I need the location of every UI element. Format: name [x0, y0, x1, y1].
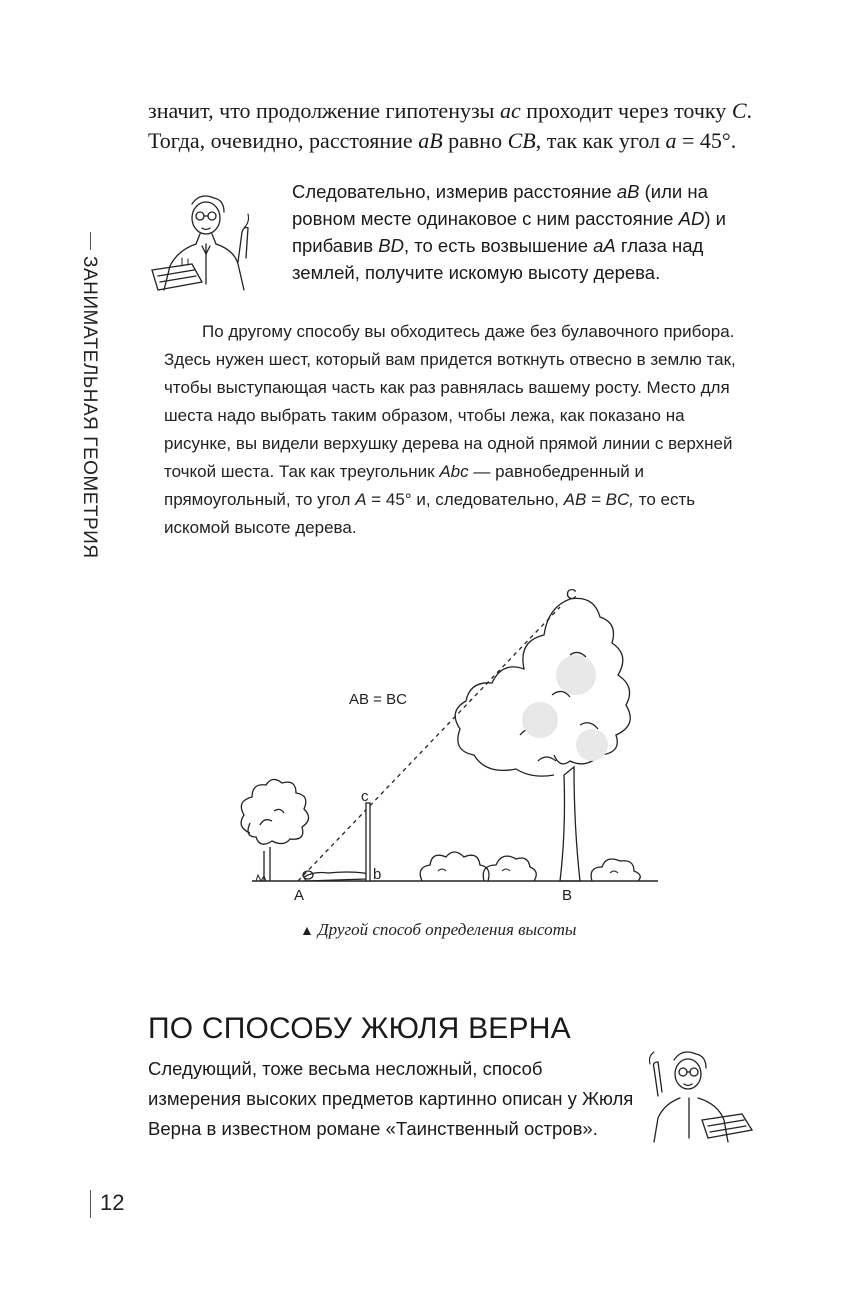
sight-line	[298, 607, 560, 881]
top-paragraph	[148, 96, 768, 156]
point-a-label: A	[294, 887, 305, 904]
section-paragraph: Следующий, тоже весьма несложный, способ измерения высоких предметов картинно описан у Жюля Верна в известном романе «Таинственный остров».	[148, 1058, 634, 1139]
equation-label: AB = BC	[349, 691, 407, 708]
running-title-block	[78, 232, 104, 559]
point-c-upper-label: C	[566, 586, 577, 603]
pole-icon	[366, 803, 370, 881]
bushes-icon	[420, 852, 640, 881]
scientist-illustration-bottom	[640, 1046, 760, 1146]
running-title: ЗАНИМАТЕЛЬНАЯ ГЕОМЕТРИЯ	[79, 256, 100, 559]
body-paragraph: По другому способу вы обходитесь даже без булавочного прибора. Здесь нужен шест, который вам придется воткнуть отвесно в землю так, чтобы выступающая часть как раз равнялась вашему росту. Место для шеста надо выбрать таким образом, чтобы лежа, как показано на рисунке, вы видели верхушку дерева на одной прямой линии с верхней точкой шеста. Так как треугольник Abc — равнобедренный и прямоугольный, то угол A = 45° и, следовательно, AB = BC, то есть искомой высоте дерева.	[164, 322, 736, 537]
running-title-rule	[90, 232, 91, 250]
point-b-upper-label: B	[562, 887, 573, 904]
page-number-rule	[90, 1190, 91, 1218]
scientist-illustration-top	[142, 186, 272, 296]
hair-icon	[192, 196, 224, 212]
figure-caption: ▲ Другой способ определения высоты	[300, 920, 577, 939]
lying-person-icon	[303, 871, 368, 881]
section-heading: ПО СПОСОБУ ЖЮЛЯ ВЕРНА	[148, 1012, 571, 1045]
caption-triangle-icon: ▲	[300, 924, 314, 939]
point-b-lower-label: b	[373, 866, 382, 883]
small-tree-icon	[241, 779, 308, 881]
large-tree-icon	[455, 598, 630, 881]
top-paragraph-line-2: Тогда, очевидно, расстояние aB равно CB, так как угол a = 45°.	[148, 128, 737, 153]
point-c-lower-label: c	[361, 788, 369, 805]
tree-height-figure	[220, 575, 680, 915]
top-paragraph-line-1: значит, что продолжение гипотенузы ac проходит через точку C.	[148, 98, 752, 123]
intro-paragraph: Следовательно, измерив расстояние aB (или на ровном месте одинаковое с ним расстояние AD) и прибавив BD, то есть возвышение aA глаза над землей, получите искомую высоту дерева.	[292, 181, 726, 283]
page-number: 12	[100, 1190, 125, 1215]
